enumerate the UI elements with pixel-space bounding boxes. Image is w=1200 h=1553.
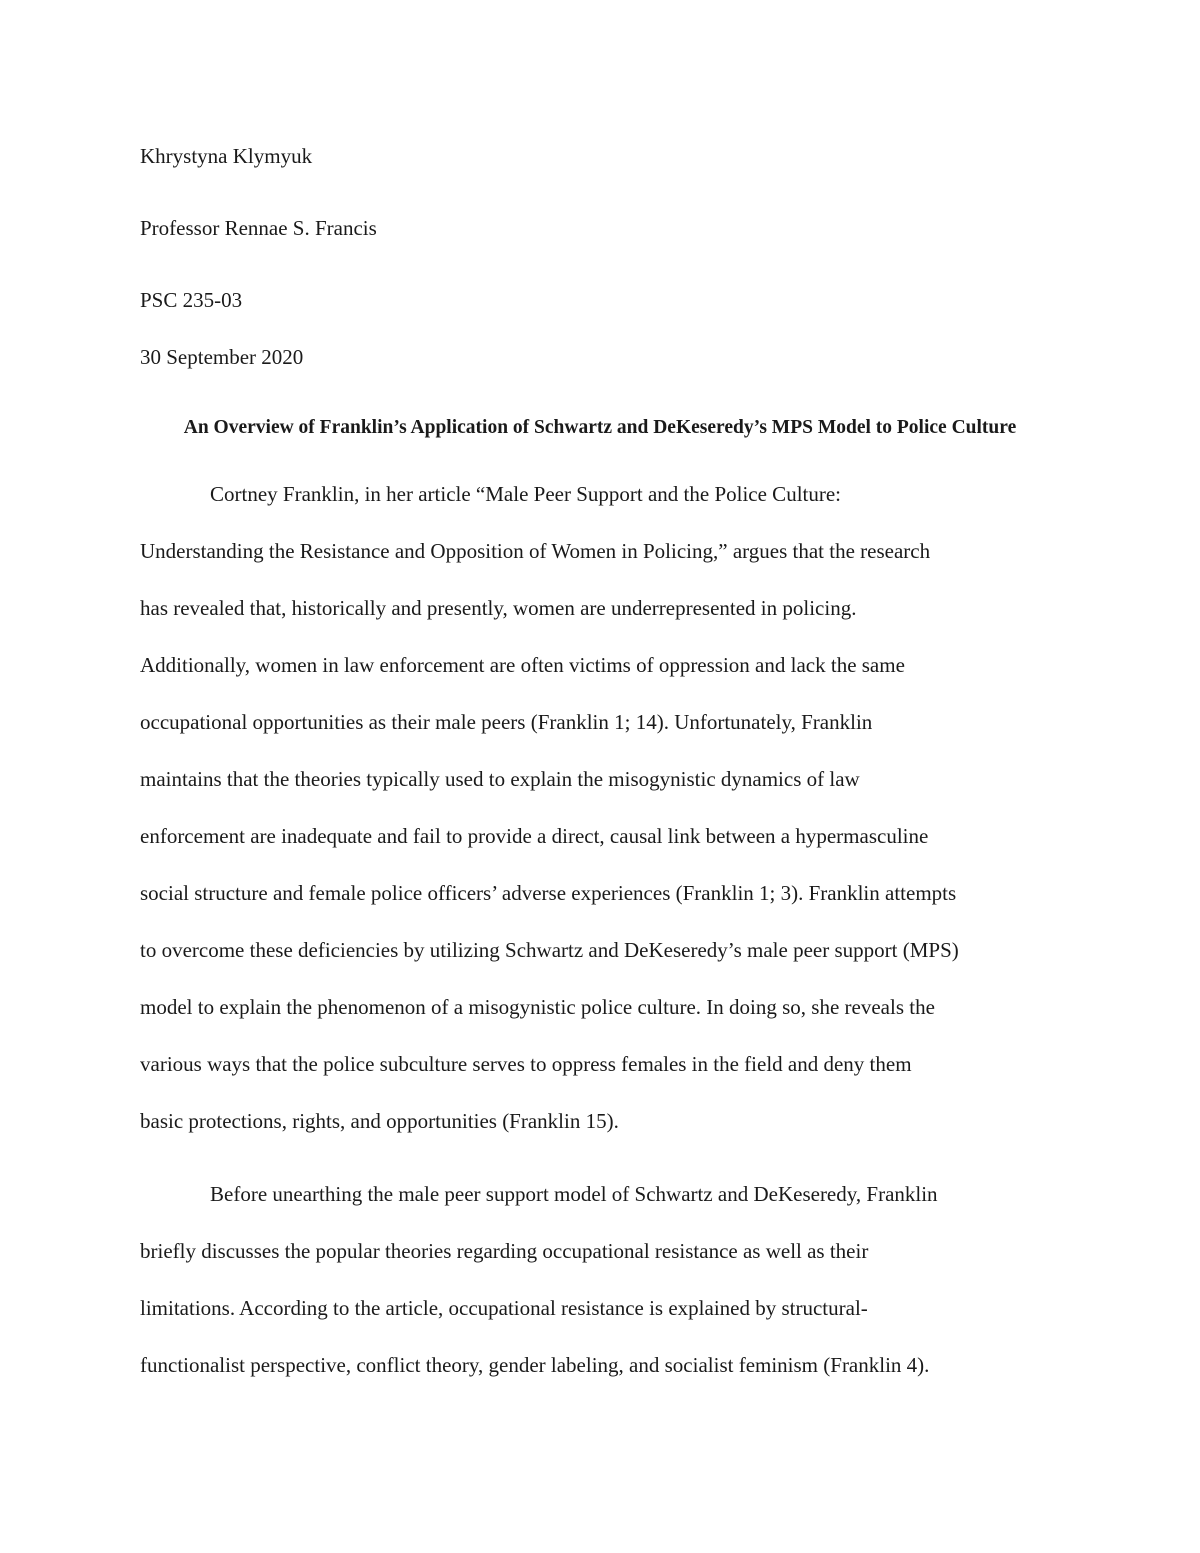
paragraph-1-line: Additionally, women in law enforcement are often victims of oppression and lack the same: [140, 653, 905, 677]
course-code: PSC 235-03: [140, 288, 243, 312]
paragraph-2-line: Before unearthing the male peer support model of Schwartz and DeKeseredy, Franklin: [210, 1182, 938, 1206]
paragraph-1-line: social structure and female police officers’ adverse experiences (Franklin 1; 3). Franklin attempts: [140, 881, 957, 905]
paragraph-1-line: Cortney Franklin, in her article “Male Peer Support and the Police Culture:: [210, 482, 842, 506]
paragraph-1-line: model to explain the phenomenon of a misogynistic police culture. In doing so, she reveals the: [140, 995, 935, 1019]
date: 30 September 2020: [140, 345, 304, 369]
paragraph-1-line: to overcome these deficiencies by utilizing Schwartz and DeKeseredy’s male peer support (MPS): [140, 938, 959, 962]
paragraph-1-line: has revealed that, historically and presently, women are underrepresented in policing.: [140, 596, 857, 620]
professor-name: Professor Rennae S. Francis: [140, 216, 377, 240]
paragraph-2-line: briefly discusses the popular theories regarding occupational resistance as well as their: [140, 1239, 869, 1263]
paragraph-1-line: various ways that the police subculture serves to oppress females in the field and deny them: [140, 1052, 912, 1076]
paragraph-1-line: maintains that the theories typically used to explain the misogynistic dynamics of law: [140, 767, 860, 791]
paragraph-2-line: functionalist perspective, conflict theory, gender labeling, and socialist feminism (Franklin 4).: [140, 1353, 930, 1377]
paper-title: An Overview of Franklin’s Application of Schwartz and DeKeseredy’s MPS Model to Police Culture: [183, 417, 1017, 438]
paragraph-1-line: enforcement are inadequate and fail to provide a direct, causal link between a hypermasculine: [140, 824, 929, 848]
paragraph-1-line: occupational opportunities as their male peers (Franklin 1; 14). Unfortunately, Franklin: [140, 710, 873, 734]
paragraph-1-line: Understanding the Resistance and Opposition of Women in Policing,” argues that the research: [140, 539, 931, 563]
paragraph-2-line: limitations. According to the article, occupational resistance is explained by structural-: [140, 1296, 868, 1320]
paragraph-1-line: basic protections, rights, and opportunities (Franklin 15).: [140, 1109, 619, 1133]
author-name: Khrystyna Klymyuk: [140, 144, 313, 168]
